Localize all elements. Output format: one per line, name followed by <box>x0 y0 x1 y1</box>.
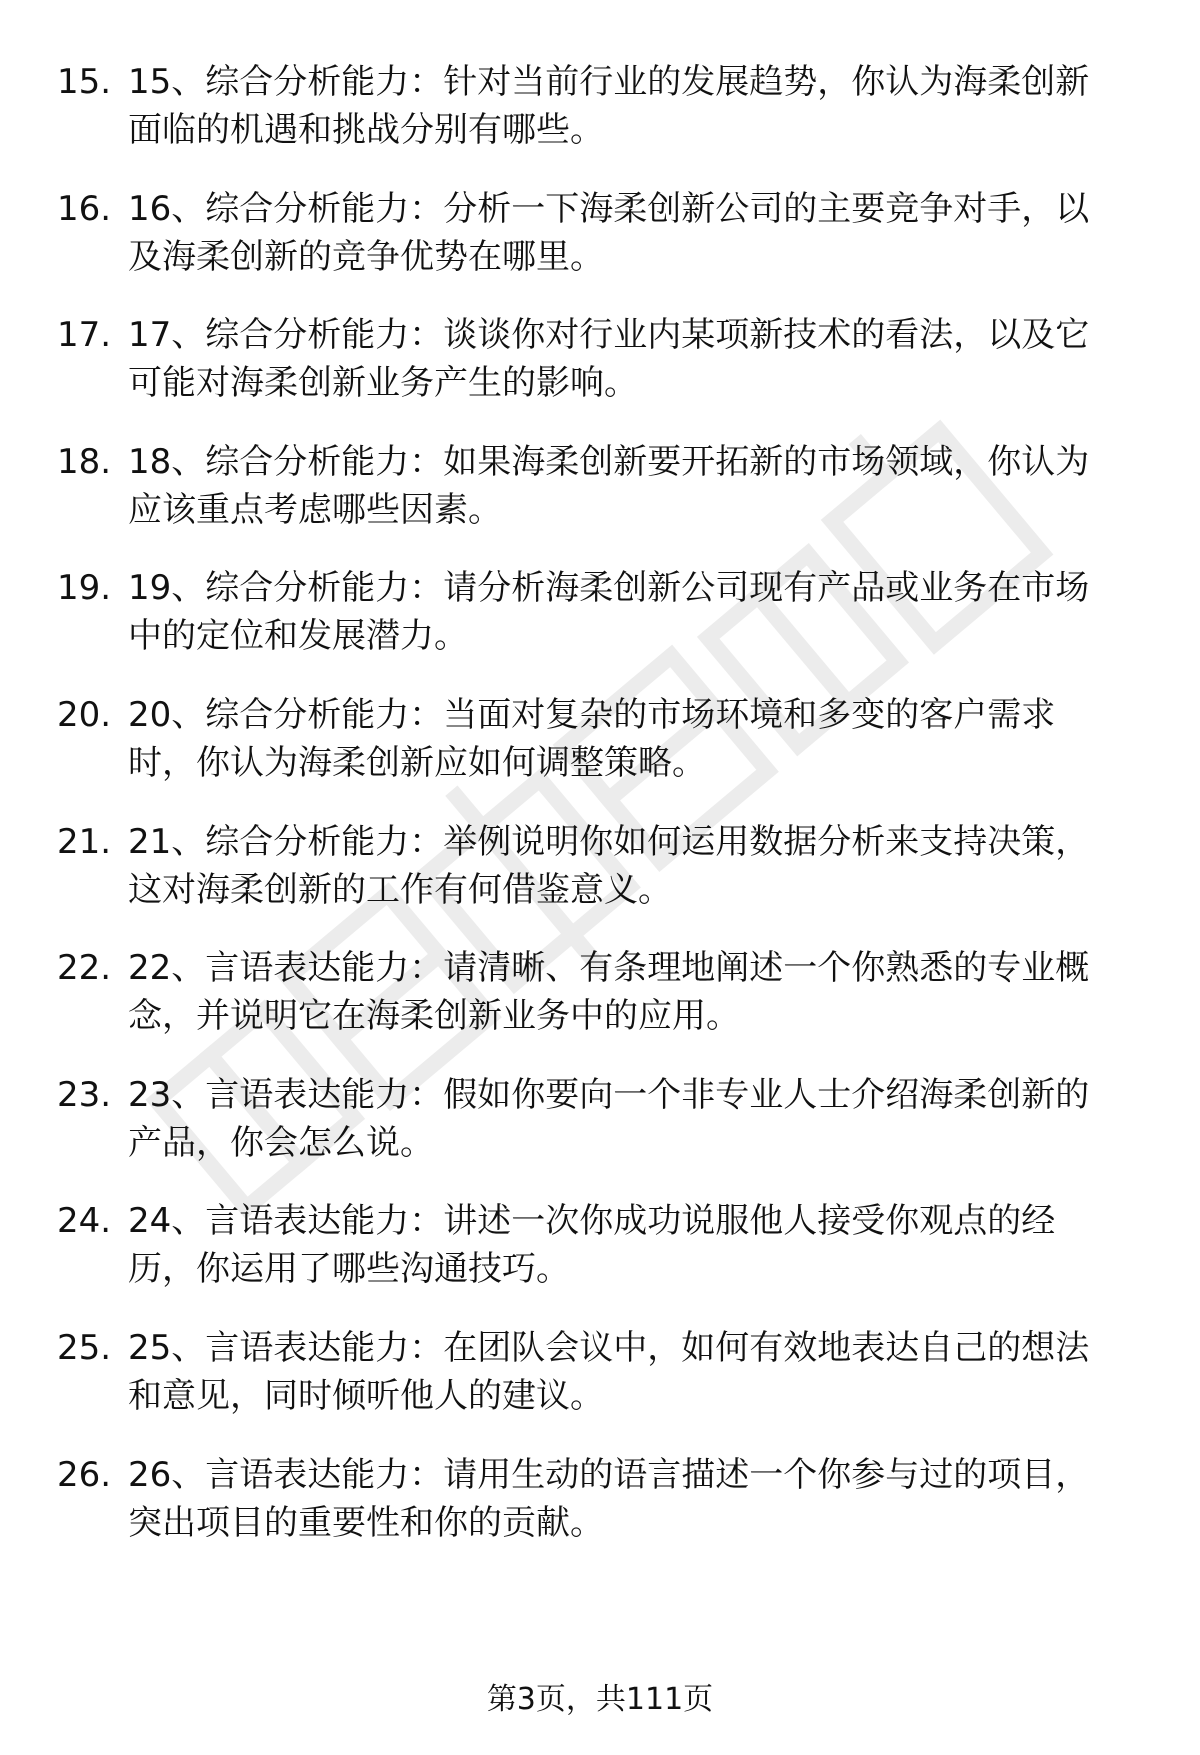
question-text: 18、综合分析能力：如果海柔创新要开拓新的市场领域，你认为 应该重点考虑哪些因素。 <box>128 441 1090 530</box>
list-number: 20. <box>57 694 112 735</box>
list-item <box>0 818 1200 945</box>
list-item <box>0 311 1200 438</box>
question-text: 25、言语表达能力：在团队会议中，如何有效地表达自己的想法 和意见，同时倾听他人的建议。 <box>128 1327 1090 1416</box>
question-text: 16、综合分析能力：分析一下海柔创新公司的主要竞争对手，以 及海柔创新的竞争优势在哪里。 <box>128 188 1090 277</box>
question-text: 24、言语表达能力：讲述一次你成功说服他人接受你观点的经 历，你运用了哪些沟通技巧。 <box>128 1201 1056 1290</box>
list-item <box>0 1071 1200 1198</box>
question-text: 20、综合分析能力：当面对复杂的市场环境和多变的客户需求 时，你认为海柔创新应如何调整策略。 <box>128 694 1056 783</box>
list-number: 18. <box>57 441 112 482</box>
question-list <box>0 58 1200 1577</box>
list-item <box>0 185 1200 312</box>
list-item <box>0 438 1200 565</box>
list-number: 16. <box>57 188 112 229</box>
list-number: 22. <box>57 948 112 989</box>
list-item <box>0 58 1200 185</box>
list-number: 25. <box>57 1327 112 1368</box>
question-text: 15、综合分析能力：针对当前行业的发展趋势，你认为海柔创新 面临的机遇和挑战分别有哪些。 <box>128 62 1090 150</box>
question-text: 21、综合分析能力：举例说明你如何运用数据分析来支持决策， 这对海柔创新的工作有何借鉴意义。 <box>128 821 1090 910</box>
list-number: 15. <box>57 62 112 102</box>
list-item <box>0 944 1200 1071</box>
list-item <box>0 1197 1200 1324</box>
question-text: 26、言语表达能力：请用生动的语言描述一个你参与过的项目， 突出项目的重要性和你的贡献。 <box>128 1454 1090 1543</box>
list-number: 19. <box>57 568 112 609</box>
question-text: 23、言语表达能力：假如你要向一个非专业人士介绍海柔创新的 产品，你会怎么说。 <box>128 1074 1090 1163</box>
list-number: 17. <box>57 315 112 356</box>
list-item <box>0 564 1200 691</box>
list-item <box>0 691 1200 818</box>
question-text: 19、综合分析能力：请分析海柔创新公司现有产品或业务在市场 中的定位和发展潜力。 <box>128 568 1090 657</box>
page-footer: 第3页，共111页 <box>486 1682 714 1717</box>
question-text: 17、综合分析能力：谈谈你对行业内某项新技术的看法，以及它 可能对海柔创新业务产生的影响。 <box>128 315 1090 404</box>
list-item <box>0 1451 1200 1578</box>
list-item <box>0 1324 1200 1451</box>
list-number: 23. <box>57 1074 112 1115</box>
list-number: 21. <box>57 821 112 862</box>
list-number: 24. <box>57 1201 112 1242</box>
list-number: 26. <box>57 1454 112 1495</box>
question-text: 22、言语表达能力：请清晰、有条理地阐述一个你熟悉的专业概 念，并说明它在海柔创新业务中的应用。 <box>128 948 1090 1037</box>
